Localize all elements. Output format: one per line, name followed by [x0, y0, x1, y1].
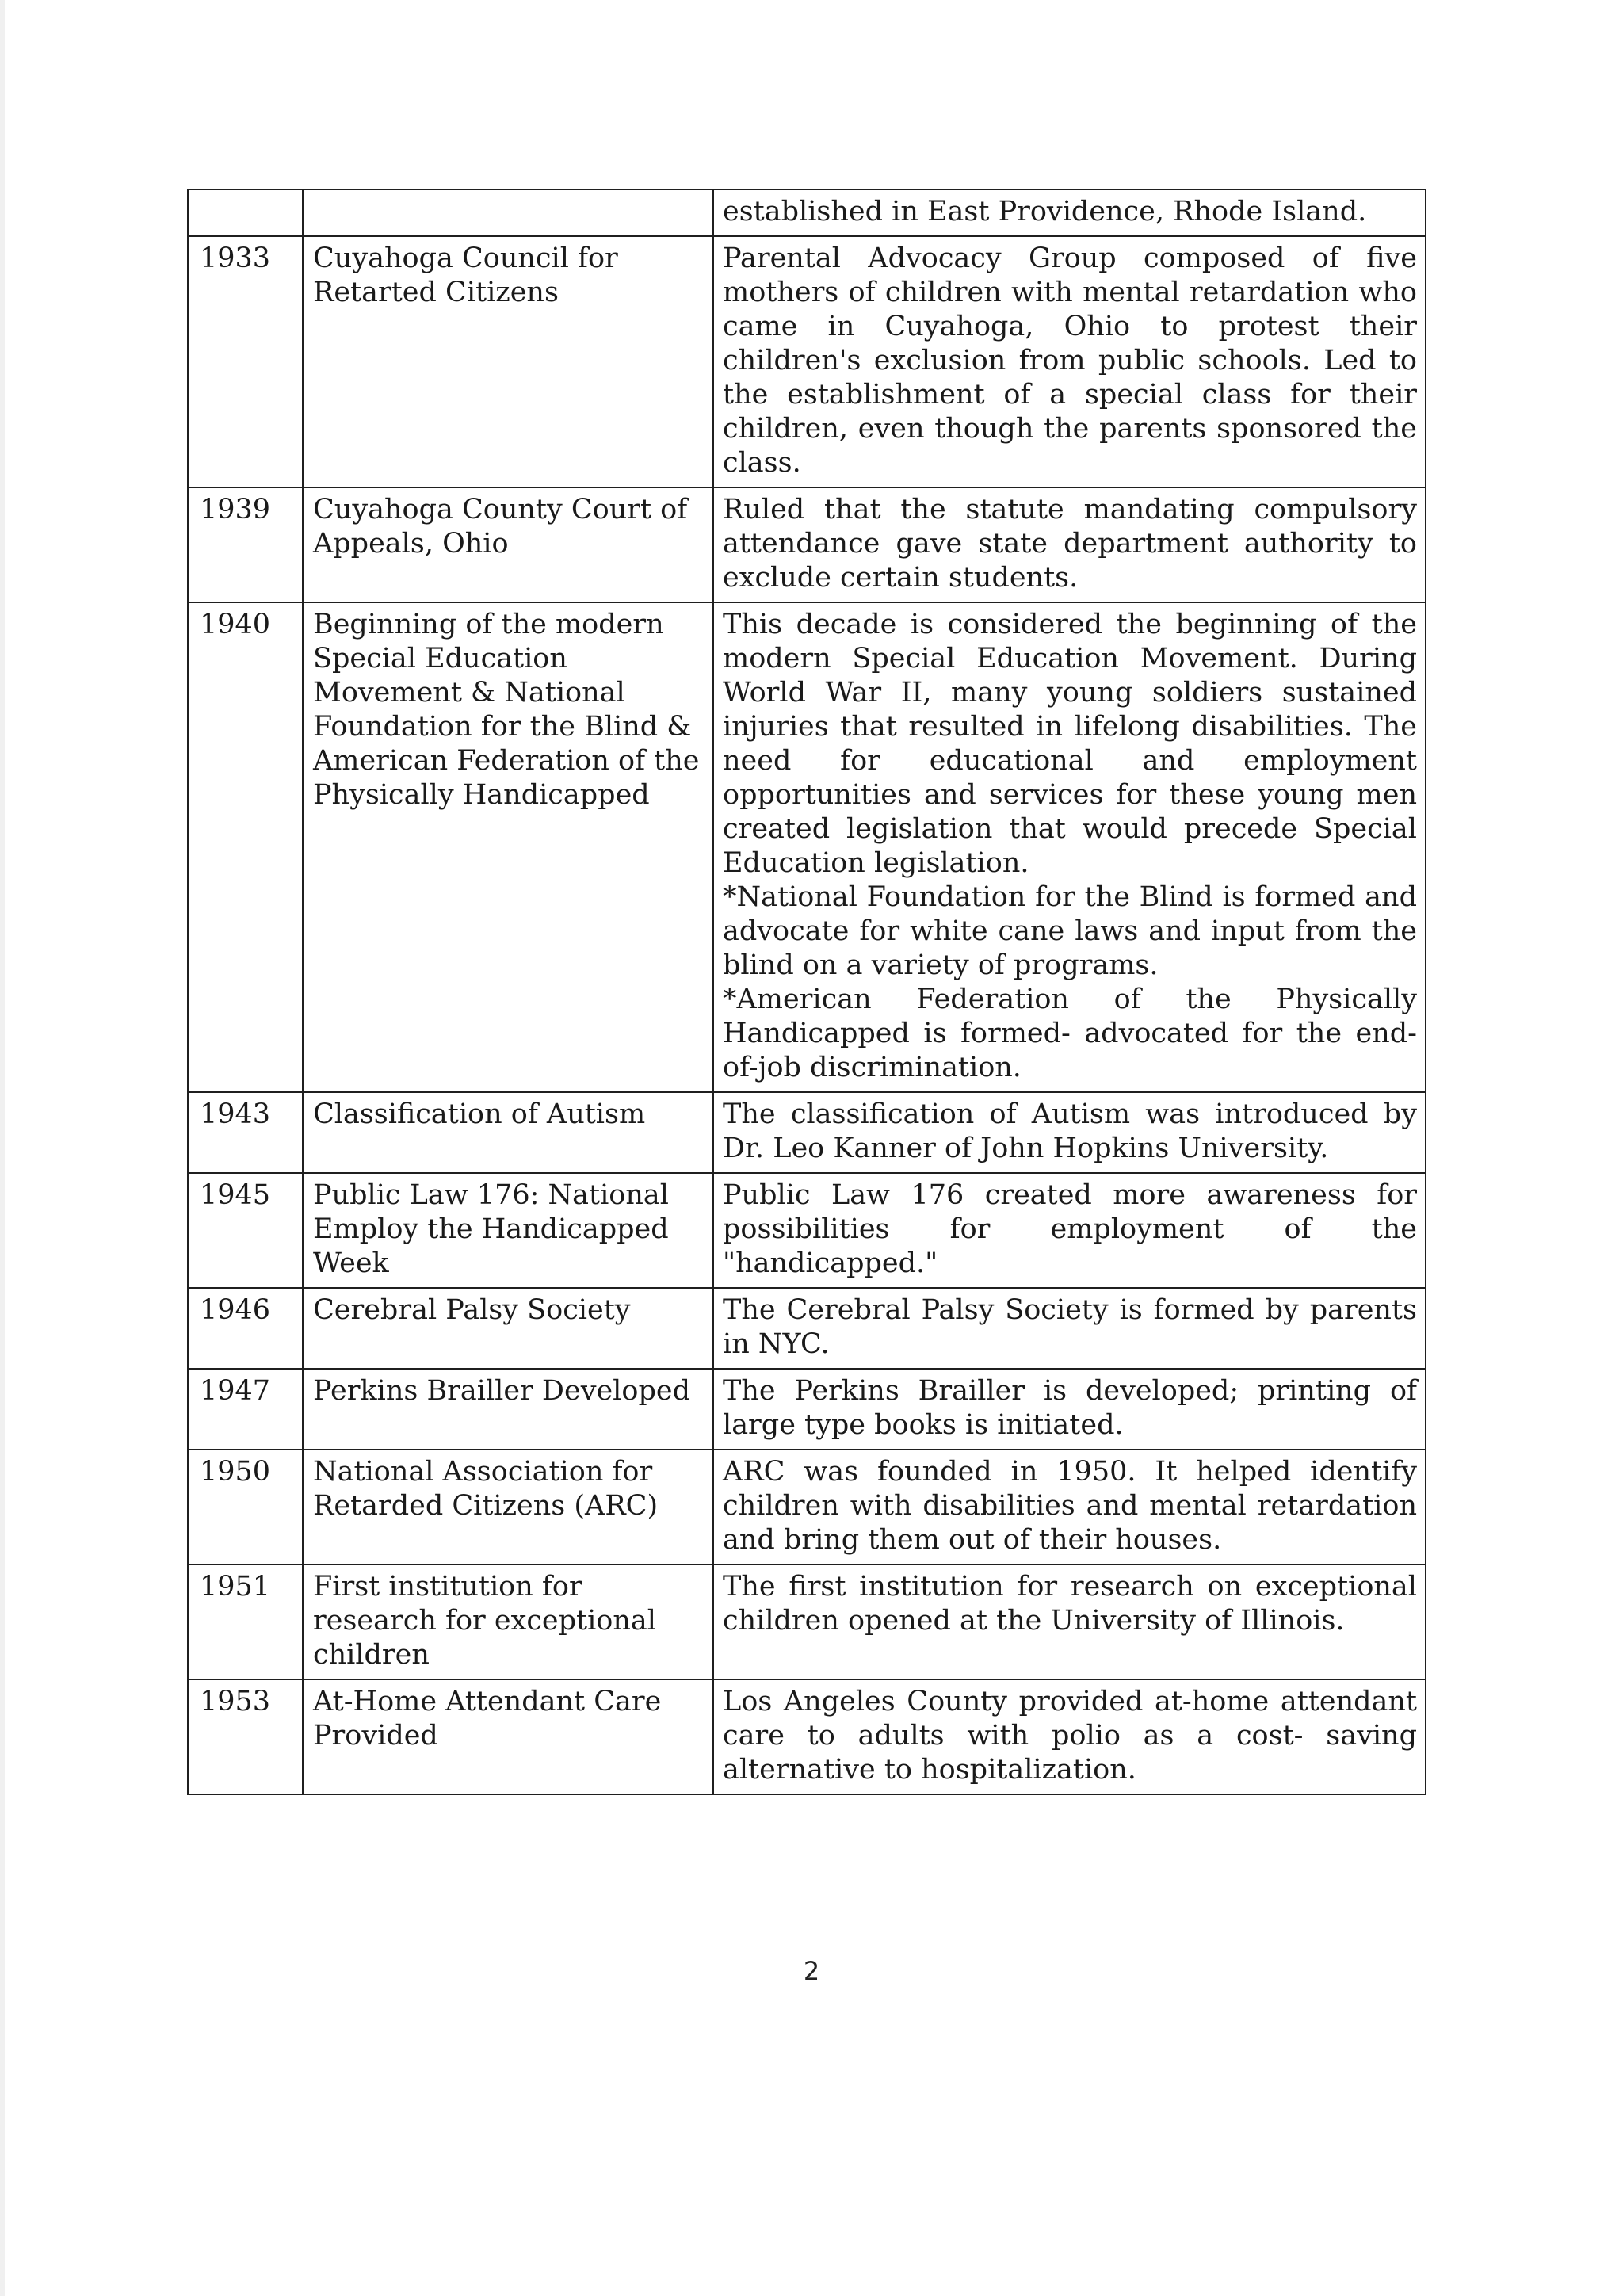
table-row	[188, 1173, 1426, 1288]
page-edge	[0, 0, 5, 2296]
description-paragraph: This decade is considered the beginning of the modern Special Education Movement. During World War II, many young soldiers sustained injuries that resulted in lifelong disabilities. The need for educational and employment opportunities and services for these young men created legislation that would precede Special Education legislation.	[723, 609, 1417, 879]
description-cell: The first institution for research on exceptional children opened at the University of Illinois.	[713, 1564, 1426, 1679]
description-cell: ARC was founded in 1950. It helped identify children with disabilities and mental retardation and bring them out of their houses.	[713, 1450, 1426, 1564]
event-cell: Cuyahoga Council for Retarted Citizens	[303, 236, 713, 487]
event-cell: Beginning of the modern Special Education Movement & National Foundation for the Blind & American Federation of the Physically Handicapped	[303, 602, 713, 1092]
table-row	[188, 1288, 1426, 1369]
table-row	[188, 1092, 1426, 1173]
event-cell: Cerebral Palsy Society	[303, 1288, 713, 1369]
year-cell: 1933	[188, 236, 303, 487]
table-row	[188, 236, 1426, 487]
description-paragraph: *National Foundation for the Blind is formed and advocate for white cane laws and input from the blind on a variety of programs.	[723, 881, 1417, 981]
year-cell	[188, 189, 303, 236]
description-cell: The classification of Autism was introduced by Dr. Leo Kanner of John Hopkins University.	[713, 1092, 1426, 1173]
table-row	[188, 1369, 1426, 1450]
table-row	[188, 1564, 1426, 1679]
table-row	[188, 1450, 1426, 1564]
event-cell: Public Law 176: National Employ the Handicapped Week	[303, 1173, 713, 1288]
description-cell: Parental Advocacy Group composed of five mothers of children with mental retardation who came in Cuyahoga, Ohio to protest their children's exclusion from public schools. Led to the establishment of a special class for their children, even though the parents sponsored the class.	[713, 236, 1426, 487]
table-row	[188, 1679, 1426, 1794]
history-timeline-table	[187, 189, 1426, 1795]
event-cell: At-Home Attendant Care Provided	[303, 1679, 713, 1794]
description-cell: The Cerebral Palsy Society is formed by parents in NYC.	[713, 1288, 1426, 1369]
event-cell: First institution for research for exceptional children	[303, 1564, 713, 1679]
year-cell: 1945	[188, 1173, 303, 1288]
description-paragraph: *American Federation of the Physically Handicapped is formed- advocated for the end-of-job discrimination.	[723, 984, 1417, 1083]
event-cell: Classification of Autism	[303, 1092, 713, 1173]
year-cell: 1951	[188, 1564, 303, 1679]
event-cell: Cuyahoga County Court of Appeals, Ohio	[303, 487, 713, 602]
description-cell: Ruled that the statute mandating compulsory attendance gave state department authority to exclude certain students.	[713, 487, 1426, 602]
year-cell: 1943	[188, 1092, 303, 1173]
description-cell: The Perkins Brailler is developed; printing of large type books is initiated.	[713, 1369, 1426, 1450]
description-cell: Los Angeles County provided at-home attendant care to adults with polio as a cost- saving alternative to hospitalization.	[713, 1679, 1426, 1794]
year-cell: 1950	[188, 1450, 303, 1564]
description-cell	[713, 602, 1426, 1092]
event-cell	[303, 189, 713, 236]
year-cell: 1947	[188, 1369, 303, 1450]
description-cell: Public Law 176 created more awareness for possibilities for employment of the "handicapped."	[713, 1173, 1426, 1288]
year-cell: 1946	[188, 1288, 303, 1369]
event-cell: Perkins Brailler Developed	[303, 1369, 713, 1450]
table-row	[188, 189, 1426, 236]
event-cell: National Association for Retarded Citizens (ARC)	[303, 1450, 713, 1564]
year-cell: 1953	[188, 1679, 303, 1794]
table-row	[188, 487, 1426, 602]
table-row	[188, 602, 1426, 1092]
year-cell: 1940	[188, 602, 303, 1092]
description-cell: established in East Providence, Rhode Island.	[713, 189, 1426, 236]
year-cell: 1939	[188, 487, 303, 602]
page-number: 2	[803, 1956, 820, 1986]
